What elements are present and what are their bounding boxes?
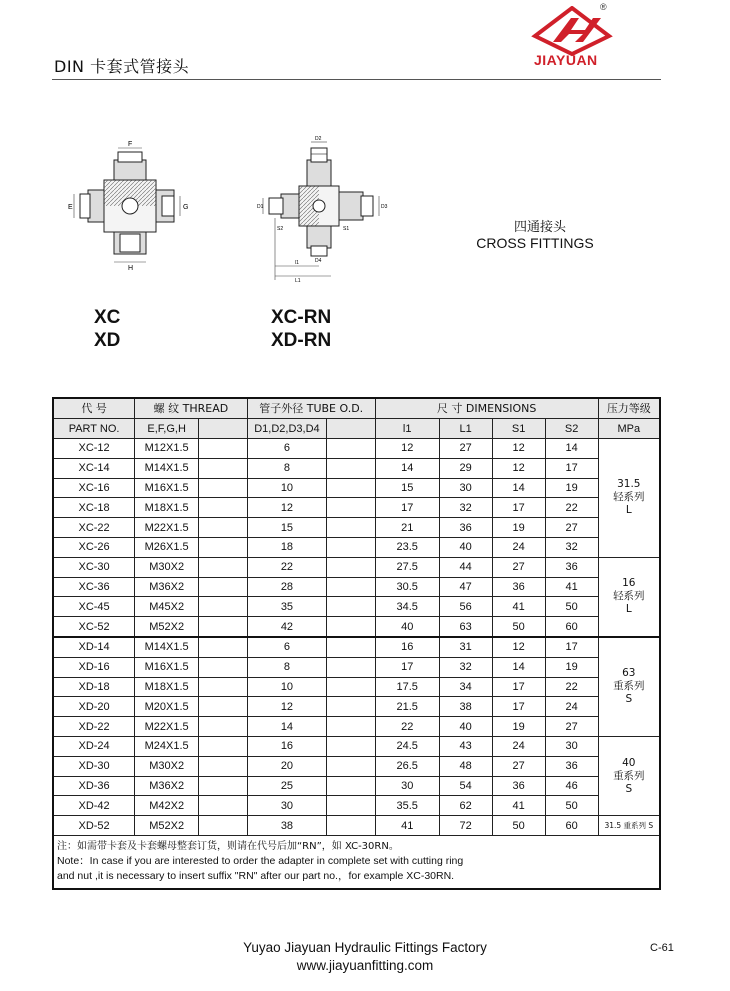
- s1-cell: 24: [492, 537, 545, 557]
- s1-cell: 14: [492, 478, 545, 498]
- thread-cell: M52X2: [135, 816, 199, 836]
- footer-url[interactable]: www.jiayuanfitting.com: [296, 958, 434, 973]
- tube-od-cell: 16: [247, 736, 326, 756]
- s2-cell: 22: [545, 677, 598, 697]
- tube-blank-cell: [327, 796, 376, 816]
- table-row: [53, 537, 660, 557]
- pressure-code: S: [625, 693, 633, 706]
- s1-cell: 14: [492, 657, 545, 677]
- model-code-xc: XC: [94, 307, 121, 328]
- table-row: [53, 697, 660, 717]
- fitting-name-en: CROSS FITTINGS: [476, 235, 594, 251]
- table-row: [53, 577, 660, 597]
- pressure-value: 31.5: [617, 478, 641, 491]
- tube-od-cell: 8: [247, 458, 326, 478]
- table-row: [53, 717, 660, 737]
- pressure-code: L: [625, 603, 632, 616]
- tube-blank-cell: [327, 518, 376, 538]
- tube-blank-cell: [327, 597, 376, 617]
- tube-blank-cell: [327, 458, 376, 478]
- tube-blank-cell: [327, 816, 376, 836]
- tube-blank-cell: [327, 439, 376, 459]
- l1-small-cell: 24.5: [375, 736, 439, 756]
- pressure-value: 40: [622, 756, 636, 769]
- pressure-series: 轻系列: [613, 491, 645, 504]
- part-no-cell: XC-12: [53, 439, 135, 459]
- table-row: [53, 478, 660, 498]
- l1-big-cell: 56: [439, 597, 492, 617]
- s1-cell: 27: [492, 756, 545, 776]
- logo-text: JIAYUAN: [534, 52, 598, 68]
- header-thread: 螺 纹 THREAD: [135, 398, 248, 419]
- part-no-cell: XC-45: [53, 597, 135, 617]
- tube-blank-cell: [327, 657, 376, 677]
- s1-cell: 27: [492, 557, 545, 577]
- thread-cell: M14X1.5: [135, 458, 199, 478]
- header-thread-sub: E,F,G,H: [135, 419, 199, 439]
- dim-label-f: F: [128, 141, 133, 148]
- s1-cell: 17: [492, 498, 545, 518]
- part-no-cell: XC-36: [53, 577, 135, 597]
- table-row: [53, 677, 660, 697]
- part-no-cell: XC-26: [53, 537, 135, 557]
- part-no-cell: XC-52: [53, 617, 135, 637]
- thread-blank-cell: [199, 637, 248, 657]
- model-code-xd: XD: [94, 330, 121, 351]
- note-text-cn: 注：如需带卡套及卡套螺母整套订货，则请在代号后加“RN”，如 XC-30RN。: [57, 840, 399, 852]
- table-row: [53, 597, 660, 617]
- model-code-xd-rn: XD-RN: [271, 330, 332, 351]
- header-dimensions: 尺 寸 DIMENSIONS: [375, 398, 598, 419]
- tube-blank-cell: [327, 736, 376, 756]
- table-row: [53, 756, 660, 776]
- l1-big-cell: 62: [439, 796, 492, 816]
- l1-small-cell: 16: [375, 637, 439, 657]
- dim-label-l1-big: L1: [295, 278, 301, 284]
- header-l1-small: l1: [375, 419, 439, 439]
- dim-label-e: E: [68, 204, 73, 211]
- part-no-cell: XD-22: [53, 717, 135, 737]
- thread-blank-cell: [199, 597, 248, 617]
- model-code-xc-rn: XC-RN: [271, 307, 332, 328]
- thread-blank-cell: [199, 677, 248, 697]
- thread-cell: M45X2: [135, 597, 199, 617]
- thread-blank-cell: [199, 756, 248, 776]
- thread-blank-cell: [199, 796, 248, 816]
- s1-cell: 12: [492, 439, 545, 459]
- tube-od-cell: 10: [247, 478, 326, 498]
- s2-cell: 36: [545, 756, 598, 776]
- s2-cell: 32: [545, 537, 598, 557]
- s2-cell: 60: [545, 617, 598, 637]
- thread-cell: M36X2: [135, 776, 199, 796]
- tube-blank-cell: [327, 478, 376, 498]
- l1-small-cell: 30.5: [375, 577, 439, 597]
- part-no-cell: XD-14: [53, 637, 135, 657]
- tube-blank-cell: [327, 756, 376, 776]
- s2-cell: 27: [545, 518, 598, 538]
- s1-cell: 50: [492, 816, 545, 836]
- pressure-rating-cell: [598, 439, 660, 558]
- l1-big-cell: 30: [439, 478, 492, 498]
- header-code: 代 号: [53, 398, 135, 419]
- xc-cross-drawing-icon: [62, 138, 202, 278]
- tube-od-cell: 10: [247, 677, 326, 697]
- thread-blank-cell: [199, 537, 248, 557]
- table-row: [53, 498, 660, 518]
- fitting-name-cn: 四通接头: [513, 220, 566, 235]
- tube-blank-cell: [327, 617, 376, 637]
- s2-cell: 50: [545, 796, 598, 816]
- s1-cell: 41: [492, 597, 545, 617]
- l1-big-cell: 38: [439, 697, 492, 717]
- part-no-cell: XC-16: [53, 478, 135, 498]
- pressure-rating-cell: 31.5 重系列 S: [598, 816, 660, 836]
- s1-cell: 17: [492, 677, 545, 697]
- tube-od-cell: 6: [247, 439, 326, 459]
- l1-big-cell: 32: [439, 498, 492, 518]
- s2-cell: 27: [545, 717, 598, 737]
- l1-small-cell: 17: [375, 657, 439, 677]
- s1-cell: 41: [492, 796, 545, 816]
- table-header-row-1: [53, 398, 660, 419]
- table-header-row-2: [53, 419, 660, 439]
- l1-small-cell: 23.5: [375, 537, 439, 557]
- tube-od-cell: 8: [247, 657, 326, 677]
- thread-blank-cell: [199, 657, 248, 677]
- l1-big-cell: 72: [439, 816, 492, 836]
- part-no-cell: XD-16: [53, 657, 135, 677]
- s2-cell: 22: [545, 498, 598, 518]
- thread-blank-cell: [199, 518, 248, 538]
- thread-cell: M20X1.5: [135, 697, 199, 717]
- l1-big-cell: 36: [439, 518, 492, 538]
- header-divider: [52, 79, 661, 80]
- part-no-cell: XD-52: [53, 816, 135, 836]
- pressure-series: 重系列: [613, 769, 645, 782]
- thread-cell: M30X2: [135, 557, 199, 577]
- model-codes-right: [271, 306, 331, 352]
- dim-label-d2: D2: [315, 136, 322, 142]
- l1-small-cell: 27.5: [375, 557, 439, 577]
- header-s2: S2: [545, 419, 598, 439]
- pressure-value: 16: [622, 577, 636, 590]
- s2-cell: 24: [545, 697, 598, 717]
- table-note-row: [53, 835, 660, 889]
- tube-blank-cell: [327, 697, 376, 717]
- xcrn-cross-drawing-icon: [255, 134, 390, 284]
- thread-cell: M22X1.5: [135, 717, 199, 737]
- registered-mark: ®: [600, 2, 607, 12]
- part-no-cell: XD-42: [53, 796, 135, 816]
- dim-label-d3: D3: [381, 204, 388, 210]
- tube-blank-cell: [327, 577, 376, 597]
- l1-small-cell: 17.5: [375, 677, 439, 697]
- dim-label-s1: S1: [343, 226, 350, 232]
- thread-blank-cell: [199, 816, 248, 836]
- note-text-en-2: and nut ,it is necessary to insert suffix "RN" after our part no.，for example XC-30RN.: [57, 869, 455, 882]
- l1-big-cell: 54: [439, 776, 492, 796]
- l1-small-cell: 21.5: [375, 697, 439, 717]
- l1-small-cell: 15: [375, 478, 439, 498]
- dim-label-s2: S2: [277, 226, 284, 232]
- tube-od-cell: 25: [247, 776, 326, 796]
- table-row: [53, 657, 660, 677]
- dim-label-d1: D1: [257, 204, 264, 210]
- l1-small-cell: 14: [375, 458, 439, 478]
- pressure-value: 63: [622, 667, 636, 680]
- pressure-rating-cell: [598, 557, 660, 637]
- thread-cell: M16X1.5: [135, 478, 199, 498]
- dim-label-d4: D4: [315, 258, 322, 264]
- l1-small-cell: 22: [375, 717, 439, 737]
- dim-label-g: G: [183, 204, 189, 211]
- s2-cell: 19: [545, 478, 598, 498]
- pressure-rating-cell: [598, 637, 660, 736]
- tube-od-cell: 20: [247, 756, 326, 776]
- tube-blank-cell: [327, 776, 376, 796]
- l1-small-cell: 40: [375, 617, 439, 637]
- header-l1-big: L1: [439, 419, 492, 439]
- pressure-code: L: [625, 504, 632, 517]
- table-row: [53, 557, 660, 577]
- thread-blank-cell: [199, 617, 248, 637]
- tube-od-cell: 14: [247, 717, 326, 737]
- s1-cell: 24: [492, 736, 545, 756]
- tube-od-cell: 22: [247, 557, 326, 577]
- s2-cell: 46: [545, 776, 598, 796]
- l1-small-cell: 17: [375, 498, 439, 518]
- dim-label-l1-small: l1: [295, 260, 299, 266]
- part-no-cell: XC-30: [53, 557, 135, 577]
- dimensions-table: [52, 397, 661, 890]
- tube-od-cell: 12: [247, 498, 326, 518]
- l1-big-cell: 43: [439, 736, 492, 756]
- s1-cell: 50: [492, 617, 545, 637]
- l1-small-cell: 34.5: [375, 597, 439, 617]
- l1-big-cell: 40: [439, 717, 492, 737]
- s2-cell: 60: [545, 816, 598, 836]
- thread-blank-cell: [199, 498, 248, 518]
- thread-cell: M26X1.5: [135, 537, 199, 557]
- thread-cell: M22X1.5: [135, 518, 199, 538]
- table-row: [53, 796, 660, 816]
- tube-od-cell: 15: [247, 518, 326, 538]
- part-no-cell: XD-24: [53, 736, 135, 756]
- l1-big-cell: 47: [439, 577, 492, 597]
- l1-small-cell: 12: [375, 439, 439, 459]
- thread-cell: M18X1.5: [135, 498, 199, 518]
- s1-cell: 12: [492, 637, 545, 657]
- tube-blank-cell: [327, 637, 376, 657]
- footer-company: Yuyao Jiayuan Hydraulic Fittings Factory: [243, 940, 487, 955]
- l1-big-cell: 31: [439, 637, 492, 657]
- s1-cell: 36: [492, 577, 545, 597]
- note-text-en-1: Note：In case if you are interested to order the adapter in complete set with cutting ring: [57, 854, 464, 867]
- header-s1: S1: [492, 419, 545, 439]
- l1-big-cell: 29: [439, 458, 492, 478]
- l1-small-cell: 41: [375, 816, 439, 836]
- l1-small-cell: 30: [375, 776, 439, 796]
- part-no-cell: XD-20: [53, 697, 135, 717]
- thread-cell: M36X2: [135, 577, 199, 597]
- pressure-series: 重系列: [613, 680, 645, 693]
- s2-cell: 17: [545, 637, 598, 657]
- part-no-cell: XC-14: [53, 458, 135, 478]
- thread-blank-cell: [199, 776, 248, 796]
- page-title: DIN 卡套式管接头: [54, 57, 190, 76]
- table-row: [53, 439, 660, 459]
- pressure-series: 轻系列: [613, 590, 645, 603]
- l1-big-cell: 40: [439, 537, 492, 557]
- part-no-cell: XD-36: [53, 776, 135, 796]
- l1-big-cell: 32: [439, 657, 492, 677]
- s2-cell: 14: [545, 439, 598, 459]
- s2-cell: 36: [545, 557, 598, 577]
- l1-small-cell: 26.5: [375, 756, 439, 776]
- header-tube-sub: D1,D2,D3,D4: [247, 419, 326, 439]
- s1-cell: 12: [492, 458, 545, 478]
- s1-cell: 17: [492, 697, 545, 717]
- l1-small-cell: 35.5: [375, 796, 439, 816]
- pressure-rating-cell: [598, 736, 660, 815]
- l1-small-cell: 21: [375, 518, 439, 538]
- table-row: [53, 736, 660, 756]
- table-row: [53, 816, 660, 836]
- s2-cell: 30: [545, 736, 598, 756]
- tube-od-cell: 30: [247, 796, 326, 816]
- s2-cell: 19: [545, 657, 598, 677]
- tube-blank-cell: [327, 717, 376, 737]
- tube-blank-cell: [327, 498, 376, 518]
- s2-cell: 41: [545, 577, 598, 597]
- l1-big-cell: 27: [439, 439, 492, 459]
- page-number: C-61: [650, 942, 674, 954]
- header-tube: 管子外径 TUBE O.D.: [247, 398, 375, 419]
- tube-od-cell: 42: [247, 617, 326, 637]
- thread-blank-cell: [199, 717, 248, 737]
- thread-cell: M42X2: [135, 796, 199, 816]
- table-row: [53, 637, 660, 657]
- tube-od-cell: 12: [247, 697, 326, 717]
- tube-od-cell: 35: [247, 597, 326, 617]
- thread-cell: M16X1.5: [135, 657, 199, 677]
- l1-big-cell: 34: [439, 677, 492, 697]
- part-no-cell: XD-18: [53, 677, 135, 697]
- table-row: [53, 518, 660, 538]
- thread-cell: M14X1.5: [135, 637, 199, 657]
- tube-blank-cell: [327, 557, 376, 577]
- thread-cell: M30X2: [135, 756, 199, 776]
- thread-blank-cell: [199, 736, 248, 756]
- s1-cell: 19: [492, 717, 545, 737]
- dim-label-h: H: [128, 265, 134, 272]
- thread-blank-cell: [199, 577, 248, 597]
- part-no-cell: XC-18: [53, 498, 135, 518]
- table-row: [53, 458, 660, 478]
- s1-cell: 36: [492, 776, 545, 796]
- pressure-code: S: [625, 782, 633, 795]
- header-pressure-unit: MPa: [598, 419, 660, 439]
- l1-big-cell: 63: [439, 617, 492, 637]
- thread-blank-cell: [199, 478, 248, 498]
- header-part-no: PART NO.: [53, 419, 135, 439]
- l1-big-cell: 48: [439, 756, 492, 776]
- order-note: [53, 835, 660, 889]
- thread-blank-cell: [199, 458, 248, 478]
- header-tube-blank: [327, 419, 376, 439]
- thread-cell: M18X1.5: [135, 677, 199, 697]
- thread-blank-cell: [199, 557, 248, 577]
- part-no-cell: XD-30: [53, 756, 135, 776]
- thread-blank-cell: [199, 697, 248, 717]
- tube-blank-cell: [327, 537, 376, 557]
- s1-cell: 19: [492, 518, 545, 538]
- tube-od-cell: 28: [247, 577, 326, 597]
- tube-od-cell: 18: [247, 537, 326, 557]
- tube-od-cell: 38: [247, 816, 326, 836]
- l1-big-cell: 44: [439, 557, 492, 577]
- s2-cell: 17: [545, 458, 598, 478]
- thread-cell: M24X1.5: [135, 736, 199, 756]
- header-thread-blank: [199, 419, 248, 439]
- tube-blank-cell: [327, 677, 376, 697]
- table-row: [53, 776, 660, 796]
- part-no-cell: XC-22: [53, 518, 135, 538]
- model-codes-left: [94, 306, 120, 352]
- tube-od-cell: 6: [247, 637, 326, 657]
- thread-cell: M52X2: [135, 617, 199, 637]
- thread-cell: M12X1.5: [135, 439, 199, 459]
- table-row: [53, 617, 660, 637]
- header-pressure: 压力等级: [598, 398, 660, 419]
- thread-blank-cell: [199, 439, 248, 459]
- s2-cell: 50: [545, 597, 598, 617]
